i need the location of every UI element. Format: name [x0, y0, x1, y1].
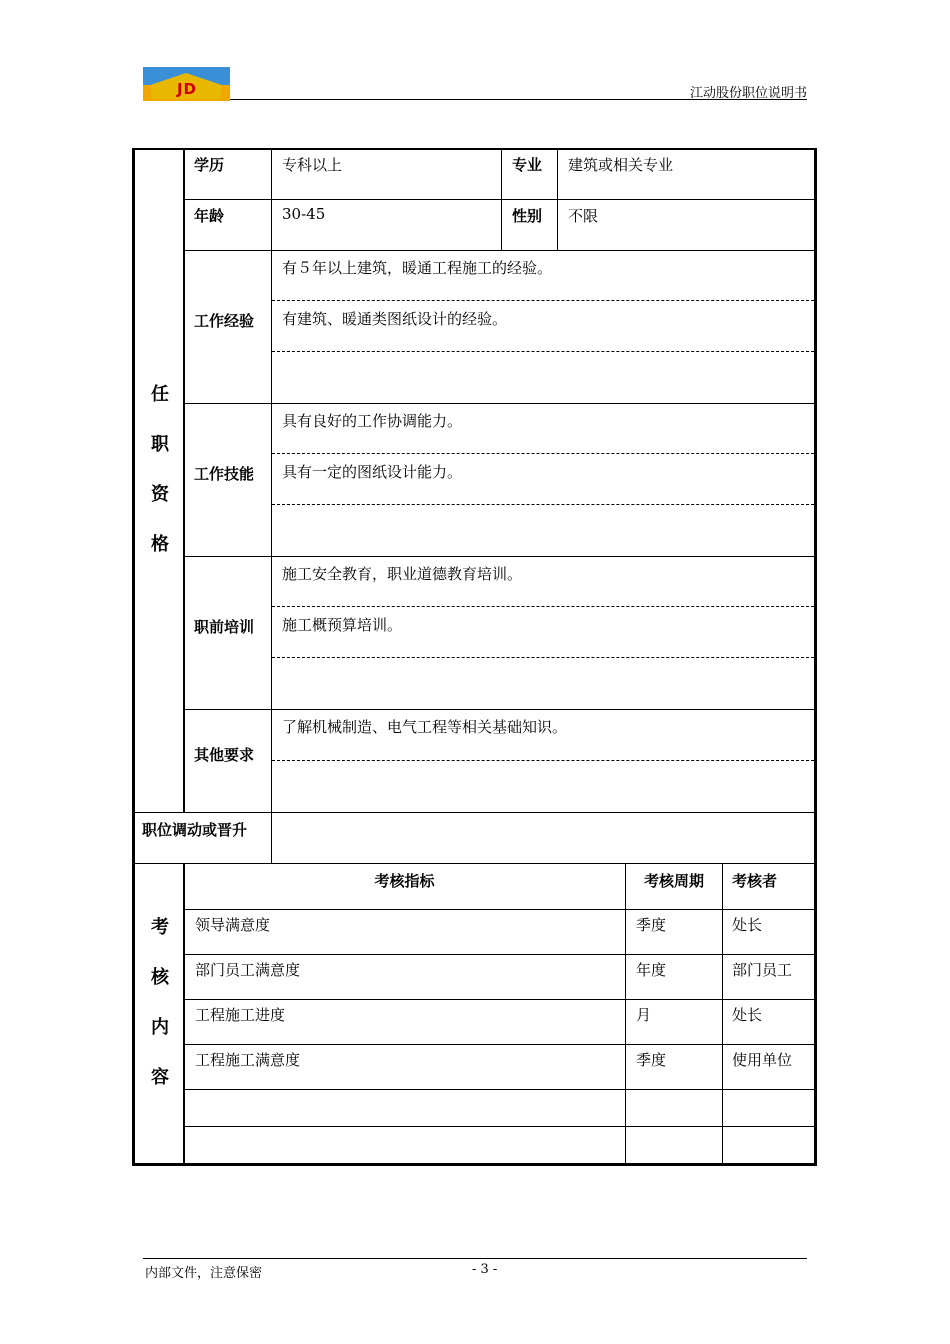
assessment-assessor: 处长	[732, 1006, 763, 1024]
assessment-indicator: 工程施工进度	[195, 1006, 286, 1024]
footer-rule	[143, 1258, 807, 1259]
age-label: 年龄	[194, 207, 225, 225]
assessment-period: 月	[636, 1006, 652, 1024]
experience-label: 工作经验	[194, 312, 255, 330]
other-requirements-label: 其他要求	[194, 746, 255, 764]
education-label: 学历	[194, 156, 225, 174]
gender-label: 性别	[512, 207, 543, 225]
assessment-assessor: 部门员工	[732, 961, 793, 979]
logo-mark: JD	[176, 80, 198, 98]
promotion-label: 职位调动或晋升	[142, 821, 248, 839]
company-logo	[143, 67, 230, 101]
assessment-header-assessor: 考核者	[732, 872, 778, 890]
footer-confidential-note: 内部文件，注意保密	[145, 1266, 263, 1281]
qualifications-section-label: 任 职 资 格	[151, 384, 169, 555]
assessment-indicator: 部门员工满意度	[195, 961, 301, 979]
document-title: 江动股份职位说明书	[689, 86, 807, 101]
education-value: 专科以上	[282, 156, 343, 174]
training-label: 职前培训	[194, 618, 255, 636]
experience-line-2: 有建筑、暖通类图纸设计的经验。	[282, 310, 508, 328]
skills-line-2: 具有一定的图纸设计能力。	[282, 463, 463, 481]
major-value: 建筑或相关专业	[568, 156, 674, 174]
assessment-period: 季度	[636, 916, 667, 934]
assessment-period: 季度	[636, 1051, 667, 1069]
age-value: 30-45	[282, 205, 326, 223]
experience-line-1: 有５年以上建筑，暖通工程施工的经验。	[282, 259, 553, 277]
assessment-header-indicator: 考核指标	[374, 872, 435, 890]
training-line-1: 施工安全教育，职业道德教育培训。	[282, 565, 523, 583]
training-line-2: 施工概预算培训。	[282, 616, 403, 634]
assessment-assessor: 处长	[732, 916, 763, 934]
major-label: 专业	[512, 156, 543, 174]
page-number: - 3 -	[472, 1262, 498, 1277]
skills-label: 工作技能	[194, 465, 255, 483]
skills-line-1: 具有良好的工作协调能力。	[282, 412, 463, 430]
assessment-section-label: 考 核 内 容	[151, 917, 169, 1088]
assessment-assessor: 使用单位	[732, 1051, 793, 1069]
gender-value: 不限	[568, 207, 599, 225]
other-requirements-line-1: 了解机械制造、电气工程等相关基础知识。	[282, 718, 568, 736]
assessment-period: 年度	[636, 961, 667, 979]
assessment-indicator: 工程施工满意度	[195, 1051, 301, 1069]
assessment-indicator: 领导满意度	[195, 916, 271, 934]
assessment-header-period: 考核周期	[643, 872, 704, 890]
